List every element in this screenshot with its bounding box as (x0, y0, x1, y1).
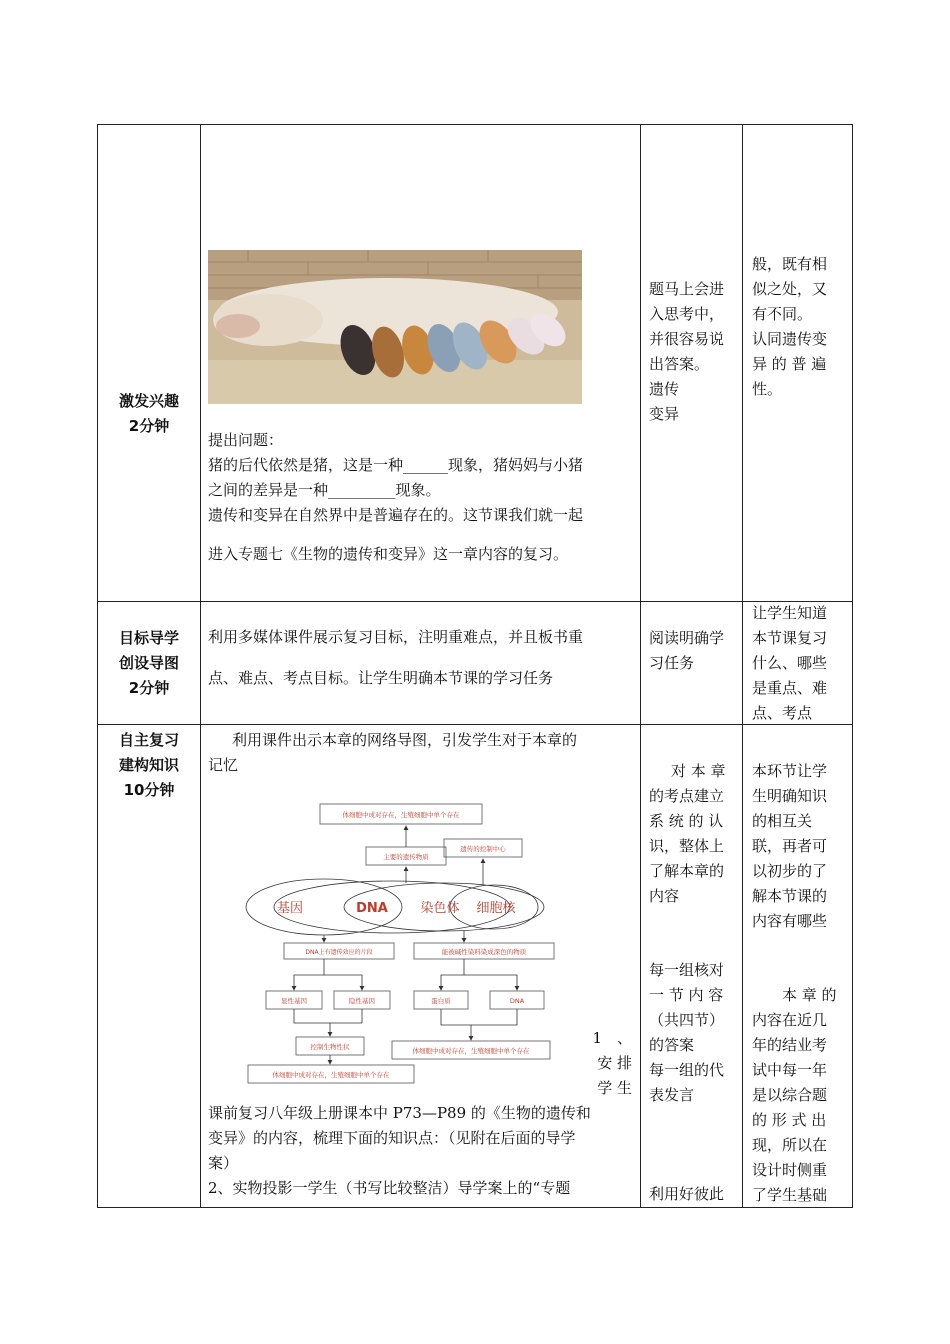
student-activity-review-a (649, 759, 735, 909)
intent-line: 年的结业考 (752, 1036, 828, 1054)
teacher-line: 利用多媒体课件展示复习目标，注明重难点，并且板书重 (208, 628, 584, 646)
mm-bottom-left-box: 体细胞中成对存在，生殖细胞中单个存在 (272, 1071, 390, 1079)
review-items (208, 1101, 632, 1201)
student-line: 每一组核对 (649, 961, 725, 979)
item-line: 案） (208, 1154, 239, 1172)
lesson-plan-table (97, 124, 853, 1208)
mm-ellipse-dna: DNA (356, 901, 388, 916)
intent-line: 般，既有相 (752, 255, 828, 273)
intent-line: 联，再者可 (752, 837, 828, 855)
intent-line: 似之处，又 (752, 280, 828, 298)
teacher-activity-goals (208, 625, 632, 691)
row-label-duration: 2分钟 (128, 679, 170, 697)
intent-line: 是重点、难 (752, 679, 828, 697)
side-note-line: 安 排 (597, 1054, 632, 1072)
student-line: 了解本章的 (649, 862, 725, 880)
student-line: 的答案 (649, 1036, 695, 1054)
intent-line: 性。 (752, 380, 783, 398)
question-line: 猪的后代依然是猪，这是一种______现象，猪妈妈与小猪 (208, 456, 584, 474)
intent-line: 内容在近几 (752, 1011, 828, 1029)
mm-recessive-box: 隐性基因 (349, 997, 375, 1005)
row-label-duration: 10分钟 (123, 781, 175, 799)
mm-dna-box: DNA (509, 997, 525, 1005)
intent-line: 了学生基础 (752, 1186, 828, 1204)
intent-line: 本节课复习 (752, 629, 828, 647)
student-line: 一 节 内 容 (649, 986, 724, 1004)
item-line: 课前复习八年级上册课本中 P73—P89 的《生物的遗传和 (208, 1104, 591, 1122)
student-line: 每一组的代 (649, 1061, 725, 1079)
intent-line: 生明确知识 (752, 787, 828, 805)
row-divider (98, 601, 852, 602)
intent-line: 现，所以在 (752, 1136, 828, 1154)
student-line: 习任务 (649, 654, 695, 672)
mm-material-box: 主要的遗传物质 (383, 853, 429, 861)
student-line: 利用好彼此 (649, 1185, 725, 1203)
intent-line: 以初步的了 (752, 862, 828, 880)
intent-line: 什么、哪些 (752, 654, 828, 672)
intent-line: 是以综合题 (752, 1086, 828, 1104)
intent-line: 的相互关 (752, 812, 813, 830)
student-activity-goals (649, 626, 735, 676)
student-line: 内容 (649, 887, 680, 905)
row-label-text: 目标导学 (118, 629, 179, 647)
question-block (208, 428, 632, 567)
mm-dominant-box: 显性基因 (281, 997, 307, 1005)
student-line: 题马上会进 (649, 280, 725, 298)
question-title: 提出问题： (208, 431, 284, 449)
row-label-interest (98, 389, 200, 439)
mm-ellipse-chromosome: 染色体 (420, 901, 460, 916)
student-line: 变异 (649, 405, 680, 423)
row-label-goals (98, 626, 200, 701)
intent-line: 有不同。 (752, 305, 813, 323)
intent-line: 的 形 式 出 (752, 1111, 827, 1129)
student-line: 的考点建立 (649, 787, 725, 805)
student-line: 系 统 的 认 (649, 812, 724, 830)
mm-stain-box: 能被碱性染料染成深色的物质 (441, 948, 527, 956)
intent-line: 内容有哪些 (752, 912, 828, 930)
student-line: 表发言 (649, 1086, 695, 1104)
design-intent-goals (752, 601, 844, 726)
intent-line: 让学生知道 (752, 604, 828, 622)
mm-control-box: 遗传的控制中心 (460, 845, 506, 853)
teacher-line: 点、难点、考点目标。让学生明确本节课的学习任务 (208, 669, 554, 687)
row-divider (98, 724, 852, 725)
intent-line: 解本节课的 (752, 887, 828, 905)
intent-line: 认同遗传变 (752, 330, 828, 348)
intent-line: 点、考点 (752, 704, 813, 722)
row-label-text: 建构知识 (118, 756, 179, 774)
row-label-review (98, 728, 200, 803)
intro-line: 利用课件出示本章的网络导图，引发学生对于本章的 (232, 731, 578, 749)
column-divider (742, 125, 743, 1207)
intent-line: 试中每一年 (752, 1061, 828, 1079)
student-activity-review-c (649, 1182, 735, 1207)
student-line: 并很容易说 (649, 330, 725, 348)
column-divider (640, 125, 641, 1207)
intent-line: 本 章 的 (782, 986, 837, 1004)
row-label-text: 自主复习 (118, 731, 179, 749)
mm-ellipse-nucleus: 细胞核 (476, 901, 516, 916)
mm-top-box: 体细胞中成对存在，生殖细胞中单个存在 (342, 811, 460, 819)
sow-and-piglets-photo (208, 250, 582, 404)
review-intro (208, 728, 632, 778)
mm-fragment-box: DNA上有遗传效应的片段 (305, 949, 373, 956)
chapter-mind-map (244, 799, 564, 1089)
mm-protein-box: 蛋白质 (431, 997, 451, 1005)
design-intent-interest (752, 252, 844, 402)
column-divider (200, 125, 201, 1207)
mm-trait-box: 控制生物性状 (310, 1043, 350, 1051)
row-label-text: 创设导图 (118, 654, 179, 672)
student-activity-review-b (649, 958, 735, 1108)
statement-line: 进入专题七《生物的遗传和变异》这一章内容的复习。 (208, 545, 569, 563)
student-line: 出答案。 (649, 355, 710, 373)
row-label-text: 激发兴趣 (118, 392, 179, 410)
student-line: 对 本 章 (671, 762, 726, 780)
item-line: 2、实物投影一学生（书写比较整洁）导学案上的“专题 (208, 1179, 571, 1197)
side-note (592, 1026, 632, 1101)
mm-ellipse-gene: 基因 (276, 901, 304, 916)
intent-line: 异 的 普 遍 (752, 355, 827, 373)
student-line: 入思考中， (649, 305, 725, 323)
side-note-line: 1 、 (592, 1029, 632, 1047)
design-intent-review-a (752, 759, 844, 934)
item-line: 变异》的内容，梳理下面的知识点：（见附在后面的导学 (208, 1129, 576, 1147)
student-line: 识，整体上 (649, 837, 725, 855)
student-activity-interest (649, 277, 735, 427)
mm-bottom-right-box: 体细胞中成对存在，生殖细胞中单个存在 (412, 1047, 530, 1055)
student-line: （共四节） (649, 1011, 725, 1029)
side-note-line: 学 生 (597, 1079, 632, 1097)
intent-line: 设计时侧重 (752, 1161, 828, 1179)
statement-line: 遗传和变异在自然界中是普遍存在的。这节课我们就一起 (208, 506, 584, 524)
intent-line: 本环节让学 (752, 762, 828, 780)
row-label-duration: 2分钟 (128, 417, 170, 435)
student-line: 遗传 (649, 380, 680, 398)
intro-line: 记忆 (208, 756, 239, 774)
design-intent-review-b (752, 983, 844, 1208)
student-line: 阅读明确学 (649, 629, 725, 647)
question-line: 之间的差异是一种_________现象。 (208, 481, 441, 499)
